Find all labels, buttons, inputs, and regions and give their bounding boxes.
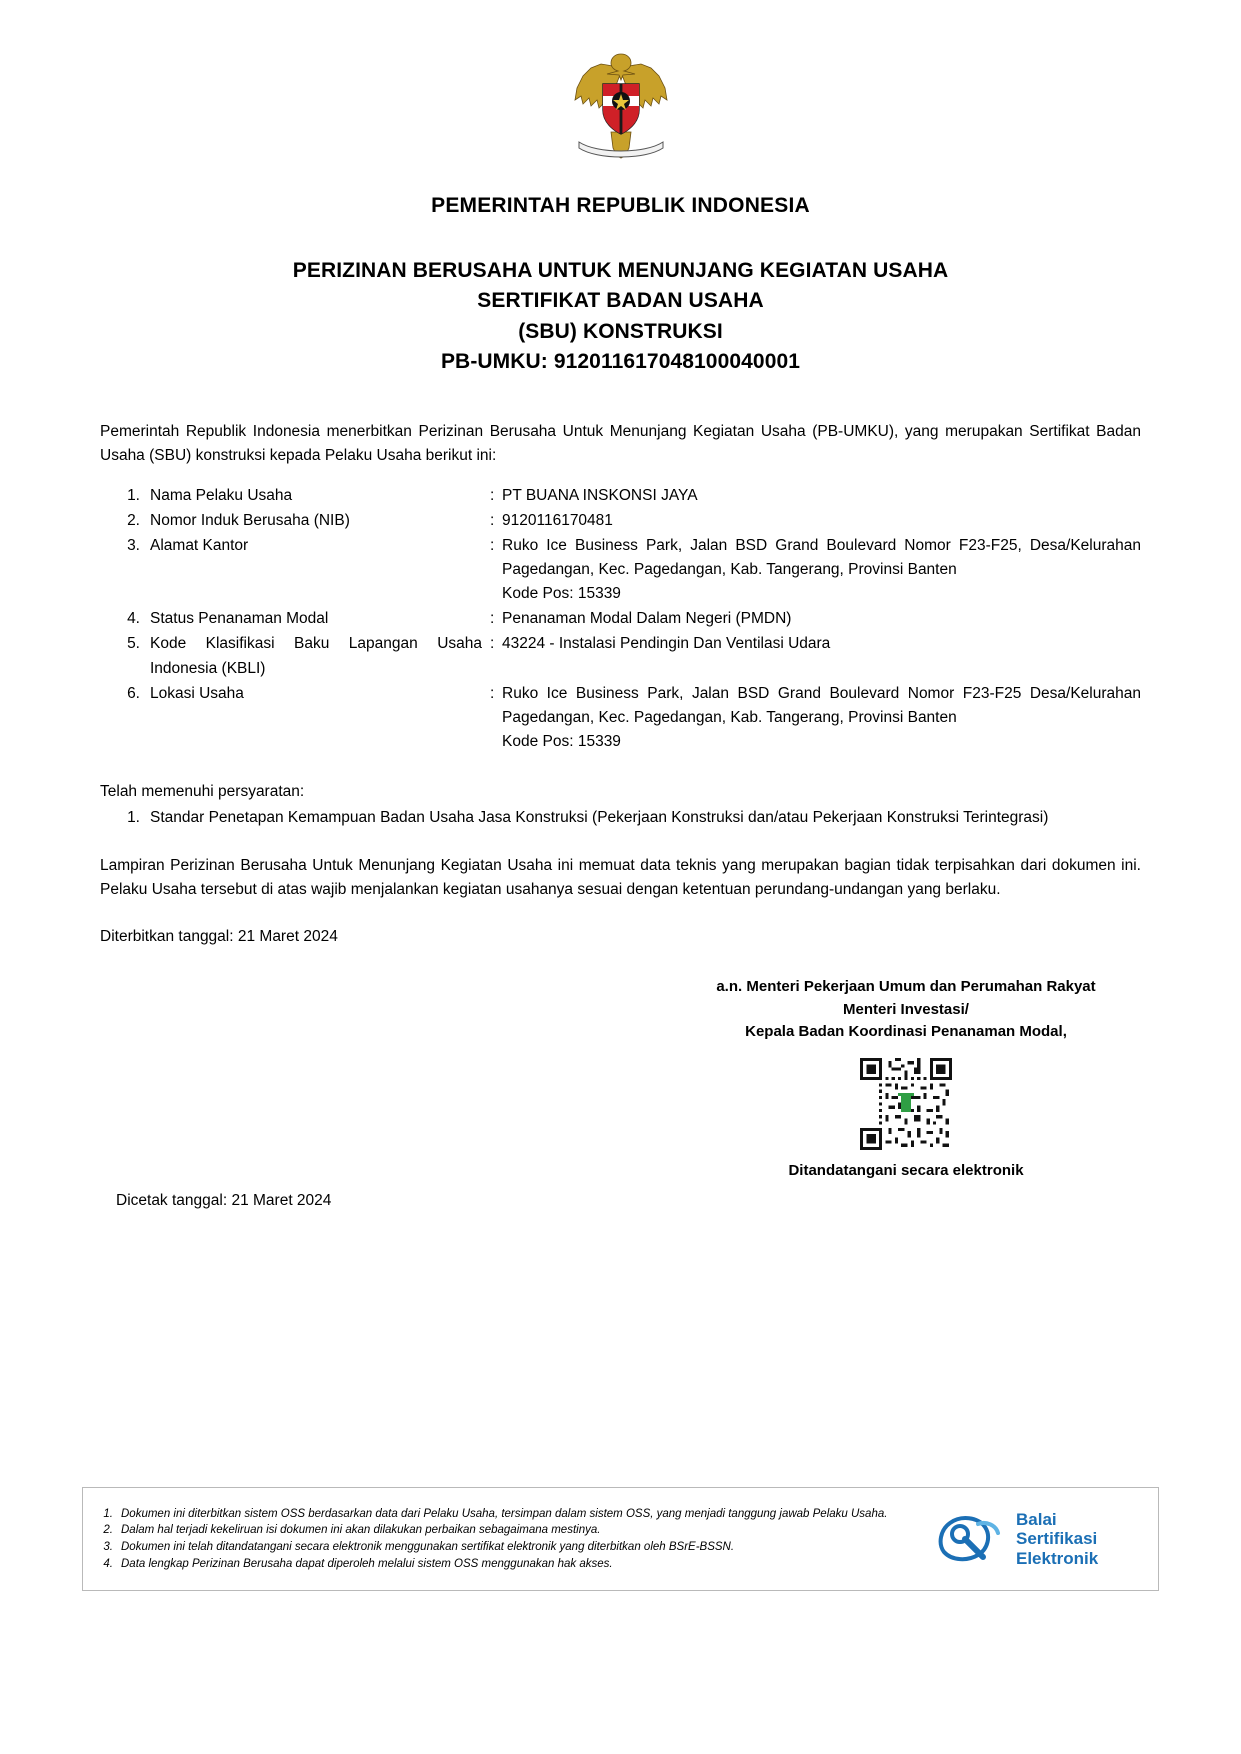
bse-logo-line-1: Balai: [1016, 1510, 1057, 1530]
detail-row: [124, 484, 1141, 508]
electronic-signature-note: Ditandatangani secara elektronik: [788, 1161, 1024, 1179]
footer-note-text: Dalam hal terjadi kekeliruan isi dokumen ini akan dilakukan perbaikan sebagaimana mestinya.: [121, 1524, 601, 1537]
detail-number: 3.: [127, 536, 140, 554]
requirement-text: Standar Penetapan Kemampuan Badan Usaha Jasa Konstruksi (Pekerjaan Konstruksi dan/atau Pekerjaan Konstruksi Terintegrasi): [150, 808, 1049, 826]
detail-value: 9120116170481: [502, 511, 613, 529]
detail-value: PT BUANA INSKONSI JAYA: [502, 486, 698, 504]
detail-label-continuation: Indonesia (KBLI): [150, 659, 266, 677]
detail-colon: :: [490, 511, 495, 529]
detail-value: Penanaman Modal Dalam Negeri (PMDN): [502, 609, 792, 627]
detail-label: Alamat Kantor: [150, 536, 249, 554]
detail-value: Ruko Ice Business Park, Jalan BSD Grand Boulevard Nomor F23-F25, Desa/Kelurahan Pagedangan, Kec. Pagedangan, Kab. Tangerang, Provinsi Banten: [502, 536, 1141, 578]
detail-value-group: [502, 682, 1141, 754]
footer-note: [97, 1556, 924, 1573]
title-line-1: PERIZINAN BERUSAHA UNTUK MENUNJANG KEGIATAN USAHA: [292, 259, 949, 282]
requirement-number: 1.: [127, 808, 140, 826]
detail-colon: :: [490, 536, 495, 554]
detail-label: Status Penanaman Modal: [150, 609, 329, 627]
bse-logo-block: [934, 1508, 1144, 1570]
footer-note-number: 3.: [103, 1541, 113, 1553]
footer-note-text: Data lengkap Perizinan Berusaha dapat diperoleh melalui sistem OSS menggunakan hak akses.: [121, 1557, 613, 1570]
signatory-line-2: Menteri Investasi/: [843, 1000, 969, 1018]
detail-value-group: [502, 534, 1141, 606]
pb-umku-number: PB-UMKU: 912011617048100040001: [440, 350, 801, 374]
detail-label: Nomor Induk Berusaha (NIB): [150, 511, 350, 529]
footer-note: [97, 1522, 924, 1539]
bse-logo-icon: [934, 1508, 1008, 1570]
footer-note-number: 2.: [103, 1524, 113, 1537]
footer-note-text: Dokumen ini diterbitkan sistem OSS berdasarkan data dari Pelaku Usaha, tersimpan dalam sistem OSS, yang menjadi tanggung jawab Pelaku Usaha.: [121, 1507, 888, 1520]
detail-number: 2.: [127, 511, 140, 529]
requirement-item: [124, 806, 1141, 830]
footer-note: [97, 1506, 924, 1523]
footer-note-number: 4.: [103, 1557, 113, 1570]
signature-block: [100, 976, 1141, 1182]
detail-row: [124, 534, 1141, 606]
detail-row: [124, 632, 1141, 656]
qr-code-icon[interactable]: [860, 1058, 952, 1150]
requirements-lead: Telah memenuhi persyaratan:: [100, 782, 305, 800]
detail-row: [124, 509, 1141, 533]
detail-colon: :: [490, 684, 495, 702]
bse-logo-text: [1016, 1510, 1098, 1567]
garuda-pancasila-emblem: [561, 44, 681, 162]
detail-colon: :: [490, 486, 495, 504]
detail-row: [124, 682, 1141, 754]
detail-number: 1.: [127, 486, 140, 504]
title-line-3: (SBU) KONSTRUKSI: [518, 319, 723, 343]
bse-logo-line-2: Sertifikasi: [1016, 1529, 1098, 1549]
detail-label: Lokasi Usaha: [150, 684, 244, 702]
detail-number: 6.: [127, 684, 140, 702]
detail-value: 43224 - Instalasi Pendingin Dan Ventilasi Udara: [502, 634, 831, 652]
intro-paragraph: Pemerintah Republik Indonesia menerbitkan Perizinan Berusaha Untuk Menunjang Kegiatan Usaha (PB-UMKU), yang merupakan Sertifikat Badan Usaha (SBU) konstruksi kepada Pelaku Usaha berikut ini:: [100, 422, 1141, 464]
footer-notes-list: [97, 1506, 934, 1573]
closing-paragraph: Lampiran Perizinan Berusaha Untuk Menunjang Kegiatan Usaha ini memuat data teknis yang merupakan bagian tidak terpisahkan dari dokumen ini. Pelaku Usaha tersebut di atas wajib menjalankan kegiatan usahanya sesuai dengan ketentuan perundang-undangan yang berlaku.: [100, 856, 1141, 898]
detail-label: Nama Pelaku Usaha: [150, 486, 293, 504]
document-title-block: [100, 194, 1141, 218]
bse-logo-line-3: Elektronik: [1016, 1548, 1099, 1568]
detail-number: 4.: [127, 609, 140, 627]
emblem-container: [100, 0, 1141, 162]
issued-date: Diterbitkan tanggal: 21 Maret 2024: [100, 928, 338, 946]
footer-notes-box: [82, 1487, 1159, 1591]
detail-label: Kode Klasifikasi Baku Lapangan Usaha: [150, 634, 482, 652]
detail-colon: :: [490, 609, 495, 627]
detail-row-continuation: [124, 657, 1141, 681]
requirements-list: [100, 806, 1141, 830]
detail-value: Ruko Ice Business Park, Jalan BSD Grand Boulevard Nomor F23-F25 Desa/Kelurahan Pagedangan, Kec. Pagedangan, Kab. Tangerang, Provinsi Banten: [502, 684, 1141, 726]
footer-note-text: Dokumen ini telah ditandatangani secara elektronik menggunakan sertifikat elektronik yang diterbitkan oleh BSrE-BSSN.: [121, 1541, 735, 1553]
detail-row: [124, 607, 1141, 631]
detail-colon: :: [490, 634, 495, 652]
document-subtitle-block: [100, 256, 1141, 378]
printed-date: Dicetak tanggal: 21 Maret 2024: [116, 1192, 332, 1210]
title-line-2: SERTIFIKAT BADAN USAHA: [477, 289, 764, 313]
signature-inner: [671, 976, 1141, 1182]
detail-value-extra: Kode Pos: 15339: [502, 584, 621, 602]
business-details-list: [100, 484, 1141, 754]
qr-code-graphic: [860, 1058, 952, 1150]
signatory-line-1: a.n. Menteri Pekerjaan Umum dan Perumahan Rakyat: [716, 978, 1096, 996]
signatory-line-3: Kepala Badan Koordinasi Penanaman Modal,: [745, 1023, 1067, 1041]
country-title: PEMERINTAH REPUBLIK INDONESIA: [431, 194, 810, 217]
footer-note-number: 1.: [103, 1507, 113, 1520]
detail-number: 5.: [127, 634, 140, 652]
detail-value-extra: Kode Pos: 15339: [502, 732, 621, 750]
footer-note: [97, 1539, 924, 1556]
